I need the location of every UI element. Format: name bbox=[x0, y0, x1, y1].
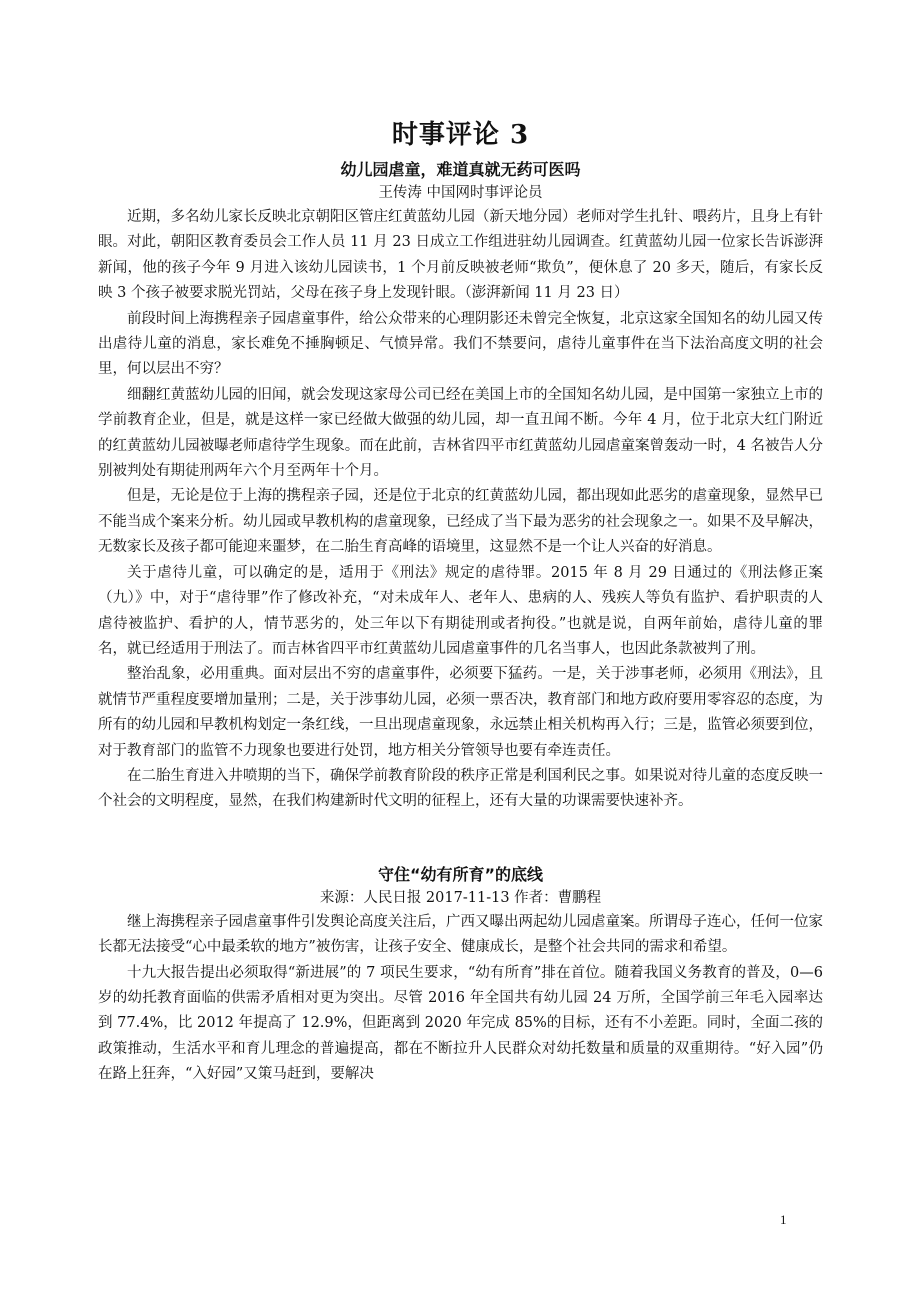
paragraph: 前段时间上海携程亲子园虐童事件，给公众带来的心理阴影还未曾完全恢复，北京这家全国知名的幼儿园又传出虐待儿童的消息，家长难免不捶胸顿足、气愤异常。我们不禁要问，虐待儿童事件在当下法治高度文明的社会里，何以层出不穷？ bbox=[98, 310, 823, 378]
article-1 bbox=[98, 158, 823, 815]
paragraph: 十九大报告提出必须取得“新进展”的 7 项民生要求，“幼有所育”排在首位。随着我国义务教育的普及，0—6 岁的幼托教育面临的供需矛盾相对更为突出。尽管 2016 年全国共有幼儿园 24 万所，全国学前三年毛入园率达到 77.4%，比 2012 年提高了 12.9%，但距离到 2020 年完成 85%的目标，还有不小差距。同时，全面二孩的政策推动，生活水平和育儿理念的普遍提高，都在不断拉升人民群众对幼托数量和质量的双重期待。“好入园”仍在路上狂奔，“入好园”又策马赶到，要解决 bbox=[98, 964, 823, 1083]
document-title: 时事评论 3 bbox=[391, 120, 530, 150]
section-spacer bbox=[98, 815, 823, 863]
paragraph: 关于虐待儿童，可以确定的是，适用于《刑法》规定的虐待罪。2015 年 8 月 29 日通过的《刑法修正案（九）》中，对于“虐待罪”作了修改补充，“对未成年人、老年人、患病的人、残疾人等负有监护、看护职责的人虐待被监护、看护的人，情节恶劣的，处三年以下有期徒刑或者拘役。”也就是说，自两年前始，虐待儿童的罪名，就已经适用于刑法了。而吉林省四平市红黄蓝幼儿园虐童事件的几名当事人，也因此条款被判了刑。 bbox=[98, 564, 823, 657]
article-title: 幼儿园虐童，难道真就无药可医吗 bbox=[340, 160, 581, 179]
paragraph: 近期，多名幼儿家长反映北京朝阳区管庄红黄蓝幼儿园（新天地分园）老师对学生扎针、喂药片，且身上有针眼。对此，朝阳区教育委员会工作人员 11 月 23 日成立工作组进驻幼儿园调查。红黄蓝幼儿园一位家长告诉澎湃新闻，他的孩子今年 9 月进入该幼儿园读书，1 个月前反映被老师“欺负”，便休息了 20 多天，随后，有家长反映 3 个孩子被要求脱光罚站，父母在孩子身上发现针眼。（澎湃新闻 11 月 23 日） bbox=[98, 209, 823, 302]
article-byline: 王传涛 中国网时事评论员 bbox=[378, 185, 543, 201]
paragraph: 在二胎生育进入井喷期的当下，确保学前教育阶段的秩序正常是利国利民之事。如果说对待儿童的态度反映一个社会的文明程度，显然，在我们构建新时代文明的征程上，还有大量的功课需要快速补齐。 bbox=[98, 767, 823, 810]
paragraph: 细翻红黄蓝幼儿园的旧闻，就会发现这家母公司已经在美国上市的全国知名幼儿园，是中国第一家独立上市的学前教育企业，但是，就是这样一家已经做大做强的幼儿园，却一直丑闻不断。今年 4 月，位于北京大红门附近的红黄蓝幼儿园被曝老师虐待学生现象。而在此前，吉林省四平市红黄蓝幼儿园虐童案曾轰动一时，4 名被告人分别被判处有期徒刑两年六个月至两年十个月。 bbox=[98, 386, 823, 480]
paragraph: 整治乱象，必用重典。面对层出不穷的虐童事件，必须要下猛药。一是，关于涉事老师，必须用《刑法》，且就情节严重程度要增加量刑；二是，关于涉事幼儿园，必须一票否决，教育部门和地方政府要用零容忍的态度，为所有的幼儿园和早教机构划定一条红线，一旦出现虐童现象，永远禁止相关机构再入行；三是，监管必须要到位，对于教育部门的监管不力现象也要进行处罚，地方相关分管领导也要有牵连责任。 bbox=[98, 666, 823, 759]
paragraph: 但是，无论是位于上海的携程亲子园，还是位于北京的红黄蓝幼儿园，都出现如此恶劣的虐童现象，显然早已不能当成个案来分析。幼儿园或早教机构的虐童现象，已经成了当下最为恶劣的社会现象之一。如果不及早解决，无数家长及孩子都可能迎来噩梦，在二胎生育高峰的语境里，这显然不是一个让人兴奋的好消息。 bbox=[98, 488, 823, 556]
paragraph: 继上海携程亲子园虐童事件引发舆论高度关注后，广西又曝出两起幼儿园虐童案。所谓母子连心，任何一位家长都无法接受“心中最柔软的地方”被伤害，让孩子安全、健康成长，是整个社会共同的需求和希望。 bbox=[98, 913, 823, 956]
article-2 bbox=[98, 863, 823, 1088]
article-byline: 来源：人民日报 2017-11-13 作者：曹鹏程 bbox=[319, 889, 602, 906]
page-number: 1 bbox=[780, 1212, 787, 1227]
article-title: 守住“幼有所育”的底线 bbox=[377, 864, 544, 884]
document-body bbox=[98, 118, 823, 1088]
